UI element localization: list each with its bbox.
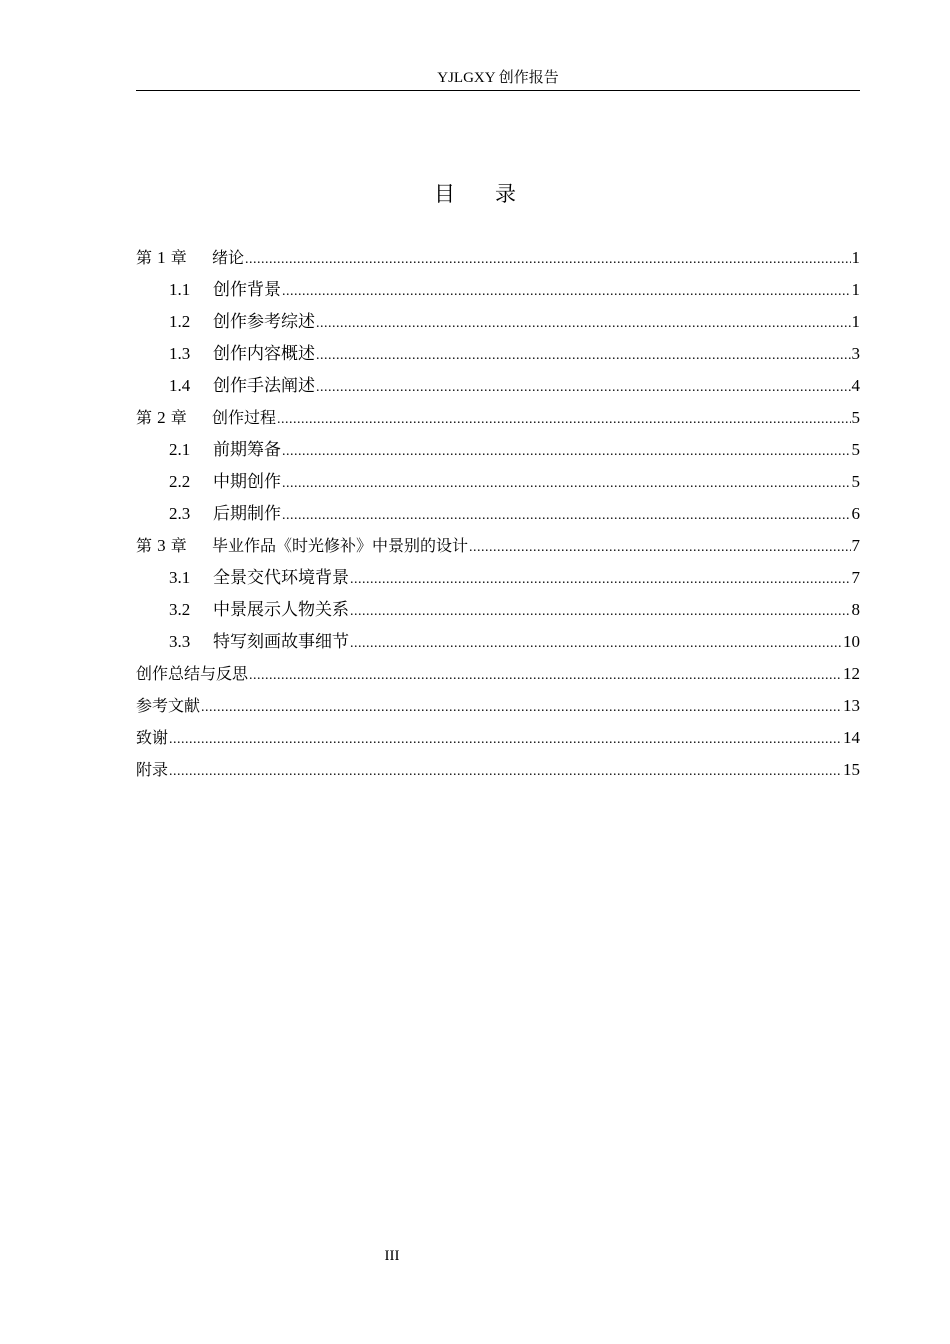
entry-label: 创作背景: [213, 280, 281, 299]
toc-entry[interactable]: [136, 402, 860, 434]
entry-page-number: 8: [851, 600, 860, 619]
section-number: [169, 562, 213, 594]
toc-entry[interactable]: [136, 658, 860, 690]
toc-entry[interactable]: [136, 242, 860, 274]
table-of-contents: [136, 242, 860, 786]
toc-entry[interactable]: [136, 594, 860, 626]
entry-label: 全景交代环境背景: [213, 568, 349, 587]
entry-label: 创作过程: [212, 408, 277, 427]
chapter-number: [136, 530, 212, 562]
chapter-prefix: 第: [136, 248, 153, 267]
page-number-footer: III: [384, 1248, 400, 1264]
chapter-number: [136, 242, 212, 274]
section-number: [169, 466, 213, 498]
dot-leader: [316, 372, 851, 404]
entry-page-number: 4: [851, 376, 860, 395]
dot-leader: [316, 340, 851, 372]
dot-leader: [169, 724, 842, 756]
toc-entry[interactable]: [136, 754, 860, 786]
toc-title: 目录: [434, 182, 556, 206]
dot-leader: [277, 404, 850, 436]
toc-entry[interactable]: [136, 562, 860, 594]
entry-label: 毕业作品《时光修补》中景别的设计: [212, 536, 469, 555]
entry-page-number: 7: [851, 568, 860, 587]
dot-leader: [282, 436, 851, 468]
chapter-suffix: 章: [170, 248, 187, 267]
entry-number-text: 2.1: [169, 440, 191, 459]
chapter-suffix: 章: [170, 536, 187, 555]
section-number: [169, 434, 213, 466]
entry-label: 绪论: [212, 248, 245, 267]
dot-leader: [350, 628, 842, 660]
dot-leader: [282, 500, 851, 532]
toc-entry[interactable]: [136, 722, 860, 754]
entry-number-text: 3.3: [169, 632, 191, 651]
toc-entry[interactable]: [136, 306, 860, 338]
entry-page-number: 15: [843, 760, 860, 779]
dot-leader: [350, 564, 851, 596]
entry-page-number: 13: [843, 696, 860, 715]
entry-label: 中景展示人物关系: [213, 600, 349, 619]
dot-leader: [245, 244, 850, 276]
page-header: YJLGXY 创作报告: [136, 67, 860, 91]
entry-number-text: 2: [157, 408, 166, 427]
chapter-prefix: 第: [136, 536, 153, 555]
chapter-prefix: 第: [136, 408, 153, 427]
entry-page-number: 10: [843, 632, 860, 651]
section-number: [169, 306, 213, 338]
toc-entry[interactable]: [136, 530, 860, 562]
entry-label: 特写刻画故事细节: [213, 632, 349, 651]
toc-entry[interactable]: [136, 626, 860, 658]
entry-number-text: 1.2: [169, 312, 191, 331]
toc-entry[interactable]: [136, 690, 860, 722]
toc-entry[interactable]: [136, 466, 860, 498]
entry-page-number: 5: [851, 472, 860, 491]
section-number: [169, 626, 213, 658]
entry-label: 参考文献: [136, 696, 201, 715]
section-number: [169, 338, 213, 370]
entry-page-number: 5: [851, 408, 860, 427]
entry-page-number: 7: [851, 536, 860, 555]
entry-number-text: 1.4: [169, 376, 191, 395]
entry-page-number: 5: [851, 440, 860, 459]
entry-number-text: 3.1: [169, 568, 191, 587]
entry-page-number: 12: [843, 664, 860, 683]
entry-label: 创作手法阐述: [213, 376, 315, 395]
section-number: [169, 274, 213, 306]
toc-entry[interactable]: [136, 274, 860, 306]
entry-page-number: 1: [851, 280, 860, 299]
entry-label: 致谢: [136, 728, 169, 747]
entry-label: 创作总结与反思: [136, 664, 249, 683]
entry-page-number: 1: [851, 312, 860, 331]
entry-label: 创作参考综述: [213, 312, 315, 331]
dot-leader: [316, 308, 851, 340]
chapter-suffix: 章: [170, 408, 187, 427]
section-number: [169, 594, 213, 626]
entry-label: 创作内容概述: [213, 344, 315, 363]
entry-number-text: 2.2: [169, 472, 191, 491]
dot-leader: [169, 756, 842, 788]
toc-entry[interactable]: [136, 338, 860, 370]
dot-leader: [350, 596, 851, 628]
dot-leader: [201, 692, 842, 724]
section-number: [169, 498, 213, 530]
dot-leader: [282, 276, 851, 308]
dot-leader: [469, 532, 850, 564]
dot-leader: [249, 660, 842, 692]
entry-label: 前期筹备: [213, 440, 281, 459]
entry-label: 后期制作: [213, 504, 281, 523]
entry-page-number: 14: [843, 728, 860, 747]
entry-number-text: 1: [157, 248, 166, 267]
entry-page-number: 1: [851, 248, 860, 267]
entry-label: 中期创作: [213, 472, 281, 491]
toc-entry[interactable]: [136, 498, 860, 530]
entry-number-text: 3: [157, 536, 166, 555]
entry-label: 附录: [136, 760, 169, 779]
section-number: [169, 370, 213, 402]
toc-entry[interactable]: [136, 370, 860, 402]
entry-number-text: 3.2: [169, 600, 191, 619]
entry-number-text: 2.3: [169, 504, 191, 523]
entry-page-number: 3: [851, 344, 860, 363]
toc-entry[interactable]: [136, 434, 860, 466]
entry-number-text: 1.1: [169, 280, 191, 299]
entry-number-text: 1.3: [169, 344, 191, 363]
chapter-number: [136, 402, 212, 434]
dot-leader: [282, 468, 851, 500]
entry-page-number: 6: [851, 504, 860, 523]
